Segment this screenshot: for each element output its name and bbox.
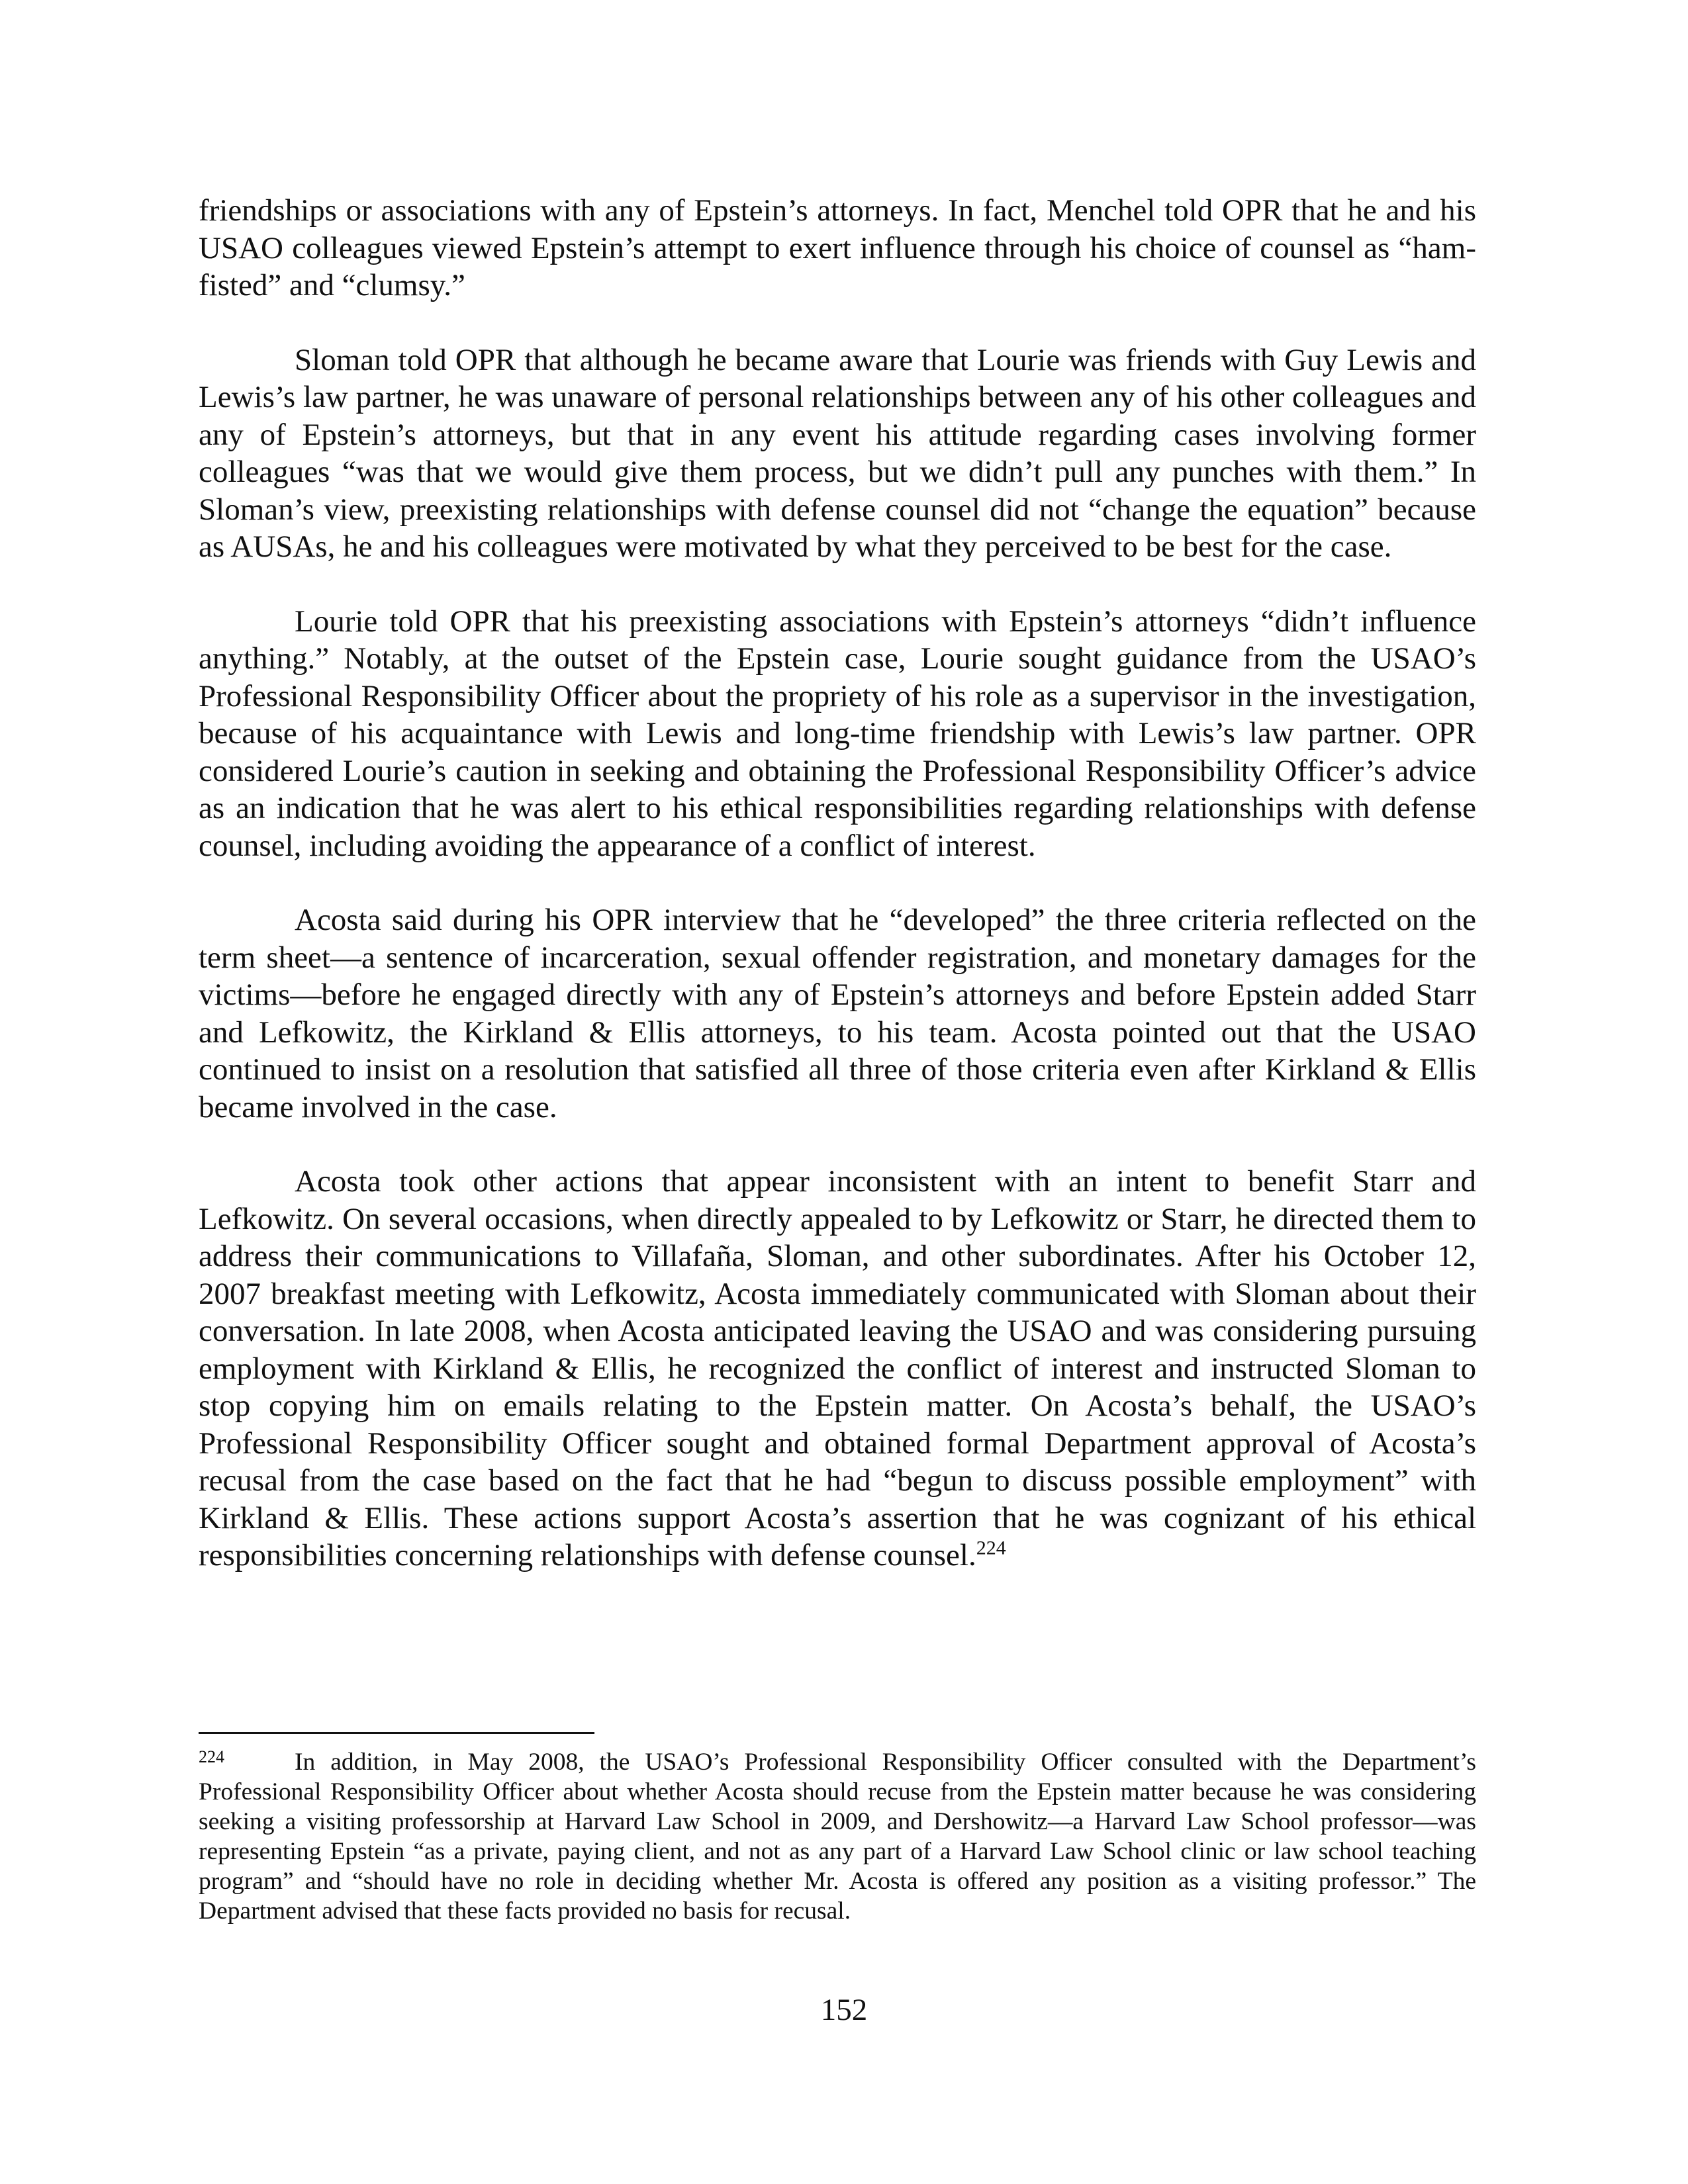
footnote-reference: 224 bbox=[976, 1537, 1006, 1559]
body-paragraph-4: Acosta said during his OPR interview that he “developed” the three criteria reflected on the term sheet—a sentence of incarceration, sexual offender registration, and monetary damages for the victims—before he engaged directly with any of Epstein’s attorneys and before Epstein added Starr and Lefkowitz, the Kirkland & Ellis attorneys, to his team. Acosta pointed out that the USAO continued to insist on a resolution that satisfied all three of those criteria even after Kirkland & Ellis became involved in the case. bbox=[199, 903, 1476, 1124]
body-paragraph-5 bbox=[199, 1163, 1476, 1574]
page-body bbox=[199, 192, 1476, 1612]
body-paragraph-1: friendships or associations with any of Epstein’s attorneys. In fact, Menchel told OPR that he and his USAO colleagues viewed Epstein’s attempt to exert influence through his choice of counsel as “ham-fisted” and “clumsy.” bbox=[199, 193, 1476, 302]
body-paragraph-3: Lourie told OPR that his preexisting associations with Epstein’s attorneys “didn’t influence anything.” Notably, at the outset of the Epstein case, Lourie sought guidance from the USAO’s Professional Responsibility Officer about the propriety of his role as a supervisor in the investigation, because of his acquaintance with Lewis and long-time friendship with Lewis’s law partner. OPR considered Lourie’s caution in seeking and obtaining the Professional Responsibility Officer’s advice as an indication that he was alert to his ethical responsibilities regarding relationships with defense counsel, including avoiding the appearance of a conflict of interest. bbox=[199, 604, 1476, 863]
body-paragraph-5-text: Acosta took other actions that appear inconsistent with an intent to benefit Starr and Lefkowitz. On several occasions, when directly appealed to by Lefkowitz or Starr, he directed them to address their communications to Villafaña, Sloman, and other subordinates. After his October 12, 2007 breakfast meeting with Lefkowitz, Acosta immediately communicated with Sloman about their conversation. In late 2008, when Acosta anticipated leaving the USAO and was considering pursuing employment with Kirkland & Ellis, he recognized the conflict of interest and instructed Sloman to stop copying him on emails relating to the Epstein matter. On Acosta’s behalf, the USAO’s Professional Responsibility Officer sought and obtained formal Department approval of Acosta’s recusal from the case based on the fact that he had “begun to discuss possible employment” with Kirkland & Ellis. These actions support Acosta’s assertion that he was cognizant of his ethical responsibilities concerning relationships with defense counsel. bbox=[199, 1164, 1476, 1572]
footnote-text: In addition, in May 2008, the USAO’s Professional Responsibility Officer consulted with the Department’s Professional Responsibility Officer about whether Acosta should recuse from the Epstein matter because he was considering seeking a visiting professorship at Harvard Law School in 2009, and Dershowitz—a Harvard Law School professor—was representing Epstein “as a private, paying client, and not as any part of a Harvard Law School clinic or law school teaching program” and “should have no role in deciding whether Mr. Acosta is offered any position as a visiting professor.” The Department advised that these facts provided no basis for recusal. bbox=[199, 1749, 1476, 1925]
page-number: 152 bbox=[820, 1993, 868, 2027]
footnote-number: 224 bbox=[199, 1747, 224, 1766]
footnote bbox=[199, 1747, 1476, 1926]
body-paragraph-2: Sloman told OPR that although he became aware that Lourie was friends with Guy Lewis and Lewis’s law partner, he was unaware of personal relationships between any of his other colleagues and any of Epstein’s attorneys, but that in any event his attitude regarding cases involving former colleagues “was that we would give them process, but we didn’t pull any punches with them.” In Sloman’s view, preexisting relationships with defense counsel did not “change the equation” because as AUSAs, he and his colleagues were motivated by what they perceived to be best for the case. bbox=[199, 342, 1476, 564]
footnote-divider bbox=[199, 1732, 594, 1734]
